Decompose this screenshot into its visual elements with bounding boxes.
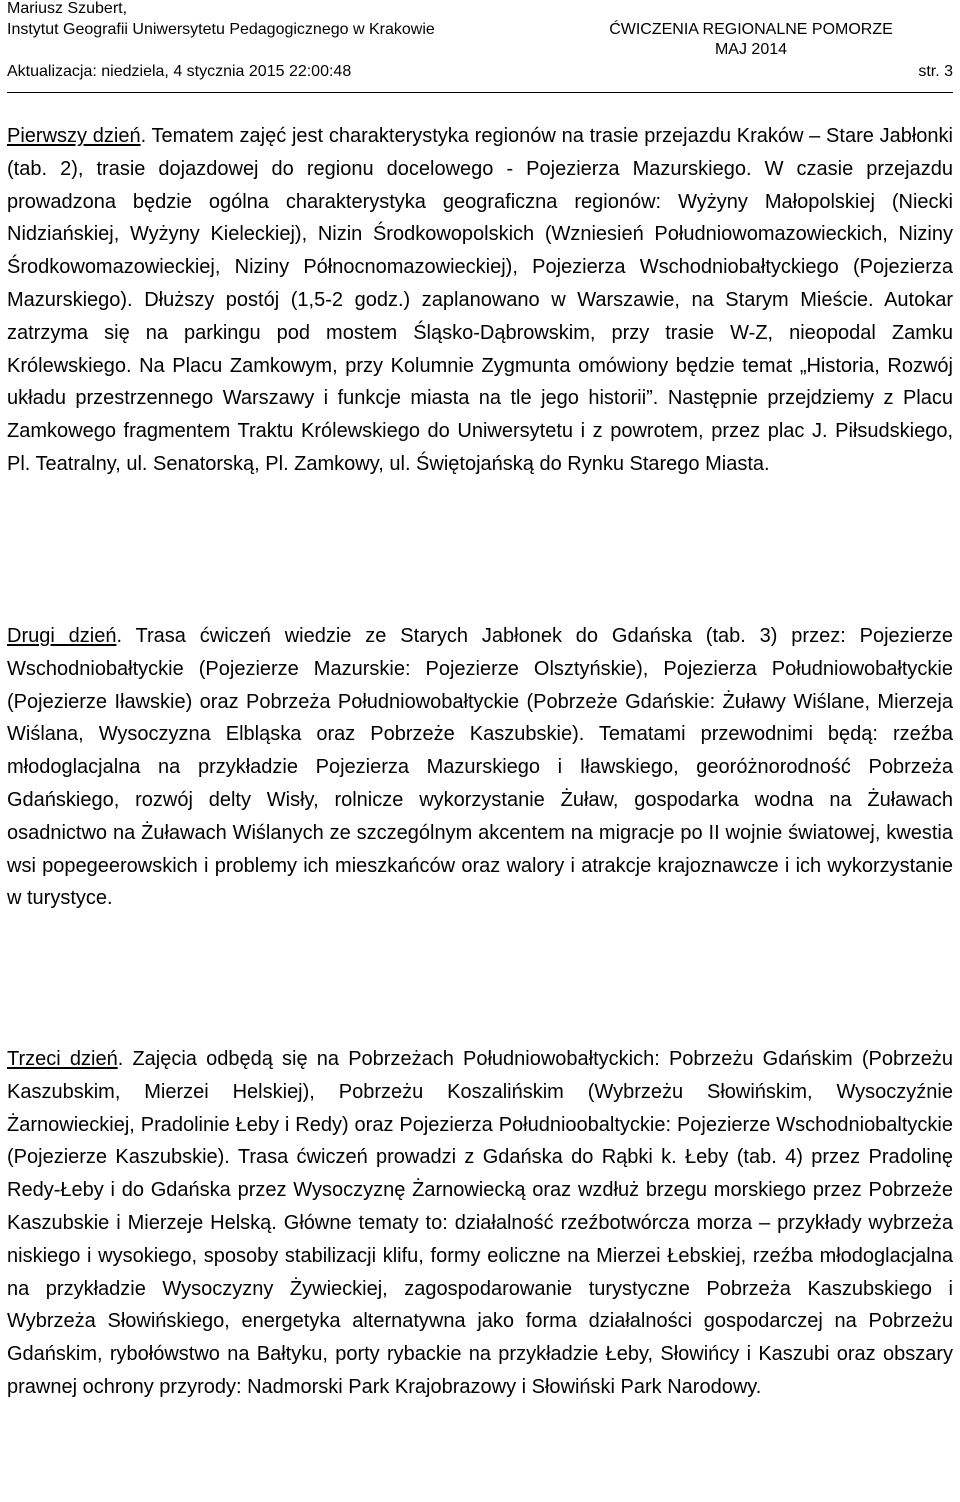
page-number: str. 3 bbox=[918, 63, 953, 80]
day-one-text: . Tematem zajęć jest charakterystyka regionów na trasie przejazdu Kraków – Stare Jabłonki (tab. 2), trasie dojazdowej do regionu docelowego - Pojezierza Mazurskiego. W czasie przejazdu prowadzona będzie ogólna charakterystyka geograficzna regionów: Wyżyny Małopolskiej (Niecki Nidziańskiej, Wyżyny Kieleckiej), Nizin Środkowopolskich (Wzniesień Południowomazowieckich, Niziny Środkowomazowieckiej, Niziny Północnomazowieckiej), Pojezierza Wschodniobałtyckiego (Pojezierza Mazurskiego). Dłuższy postój (1,5-2 godz.) zaplanowano w Warszawie, na Starym Mieście. Autokar zatrzyma się na parkingu pod mostem Śląsko-Dąbrowskim, przy trasie W-Z, nieopodal Zamku Królewskiego. Na Placu Zamkowym, przy Kolumnie Zygmunta omówiony będzie temat „Historia, Rozwój układu przestrzennego Warszawy i funkcje miasta na tle jego historii”. Następnie przejdziemy z Placu Zamkowego fragmentem Traktu Królewskiego do Uniwersytetu i z powrotem, przez plac J. Piłsudskiego, Pl. Teatralny, ul. Senatorską, Pl. Zamkowy, ul. Świętojańską do Rynku Starego Miasta. bbox=[7, 125, 953, 475]
day-two-text: . Trasa ćwiczeń wiedzie ze Starych Jabłonek do Gdańska (tab. 3) przez: Pojezierze Wschodniobałtyckie (Pojezierze Mazurskie: Pojezierze Olsztyńskie), Pojezierza Południowobałtyckie (Pojezierze Iławskie) oraz Pobrzeża Południowobałtyckie (Pobrzeże Gdańskie: Żuławy Wiślane, Mierzeja Wiślana, Wysoczyzna Elbląska oraz Pobrzeże Kaszubskie). Tematami przewodnimi będą: rzeźba młodoglacjalna na przykładzie Pojezierza Mazurskiego i Iławskiego, georóżnorodność Pobrzeża Gdańskiego, rozwój delty Wisły, rolnicze wykorzystanie Żuław, gospodarka wodna na Żuławach osadnictwo na Żuławach Wiślanych ze szczególnym akcentem na migracje po II wojnie światowej, kwestia wsi popegeerowskich i problemy ich mieszkańców oraz walory i atrakcje krajoznawcze i ich wykorzystanie w turystyce. bbox=[7, 625, 953, 910]
header-divider bbox=[7, 92, 953, 93]
day-three-heading: Trzeci dzień bbox=[7, 1048, 118, 1070]
page-header bbox=[7, 0, 953, 92]
day-three-text: . Zajęcia odbędą się na Pobrzeżach Południowobałtyckich: Pobrzeżu Gdańskim (Pobrzeżu Kaszubskim, Mierzei Helskiej), Pobrzeżu Koszalińskim (Wybrzeżu Słowińskim, Wysoczyźnie Żarnowieckiej, Pradolinie Łeby i Redy) oraz Pojezierza Południoobaltyckie: Pojezierze Wschodniobaltyckie (Pojezierze Kaszubskie). Trasa ćwiczeń prowadzi z Gdańska do Rąbki k. Łeby (tab. 4) przez Pradolinę Redy-Łeby i do Gdańska przez Wysoczyznę Żarnowiecką oraz wzdłuż brzegu morskiego przez Pobrzeże Kaszubskie i Mierzeje Helską. Główne tematy to: działalność rzeźbotwórcza morza – przykłady wybrzeża niskiego i wysokiego, sposoby stabilizacji klifu, formy eoliczne na Mierzei Łebskiej, rzeźba młodoglacjalna na przykładzie Wysoczyzny Żywieckiej, zagospodarowanie turystyczne Pobrzeża Kaszubskiego i Wybrzeża Słowińskiego, energetyka alternatywna jako forma działalności gospodarczej na Pobrzeżu Gdańskim, rybołówstwo na Bałtyku, porty rybackie na przykładzie Łeby, Słowińcy i Kaszubi oraz obszary prawnej ochrony przyrody: Nadmorski Park Krajobrazowy i Słowiński Park Narodowy. bbox=[7, 1048, 953, 1398]
day-two-heading: Drugi dzień bbox=[7, 625, 117, 647]
day-one-heading: Pierwszy dzień bbox=[7, 125, 141, 147]
course-block bbox=[571, 20, 931, 60]
header-meta-row bbox=[7, 62, 953, 82]
author-name: Mariusz Szubert, bbox=[7, 0, 128, 17]
day-three-paragraph bbox=[7, 1043, 953, 1404]
day-two-paragraph bbox=[7, 620, 953, 915]
institute-name: Instytut Geografii Uniwersytetu Pedagogicznego w Krakowie bbox=[7, 21, 435, 38]
day-one-paragraph bbox=[7, 120, 953, 481]
course-date: MAJ 2014 bbox=[714, 41, 788, 58]
update-timestamp: Aktualizacja: niedziela, 4 stycznia 2015 22:00:48 bbox=[7, 63, 352, 80]
course-title: ĆWICZENIA REGIONALNE POMORZE bbox=[609, 21, 893, 38]
